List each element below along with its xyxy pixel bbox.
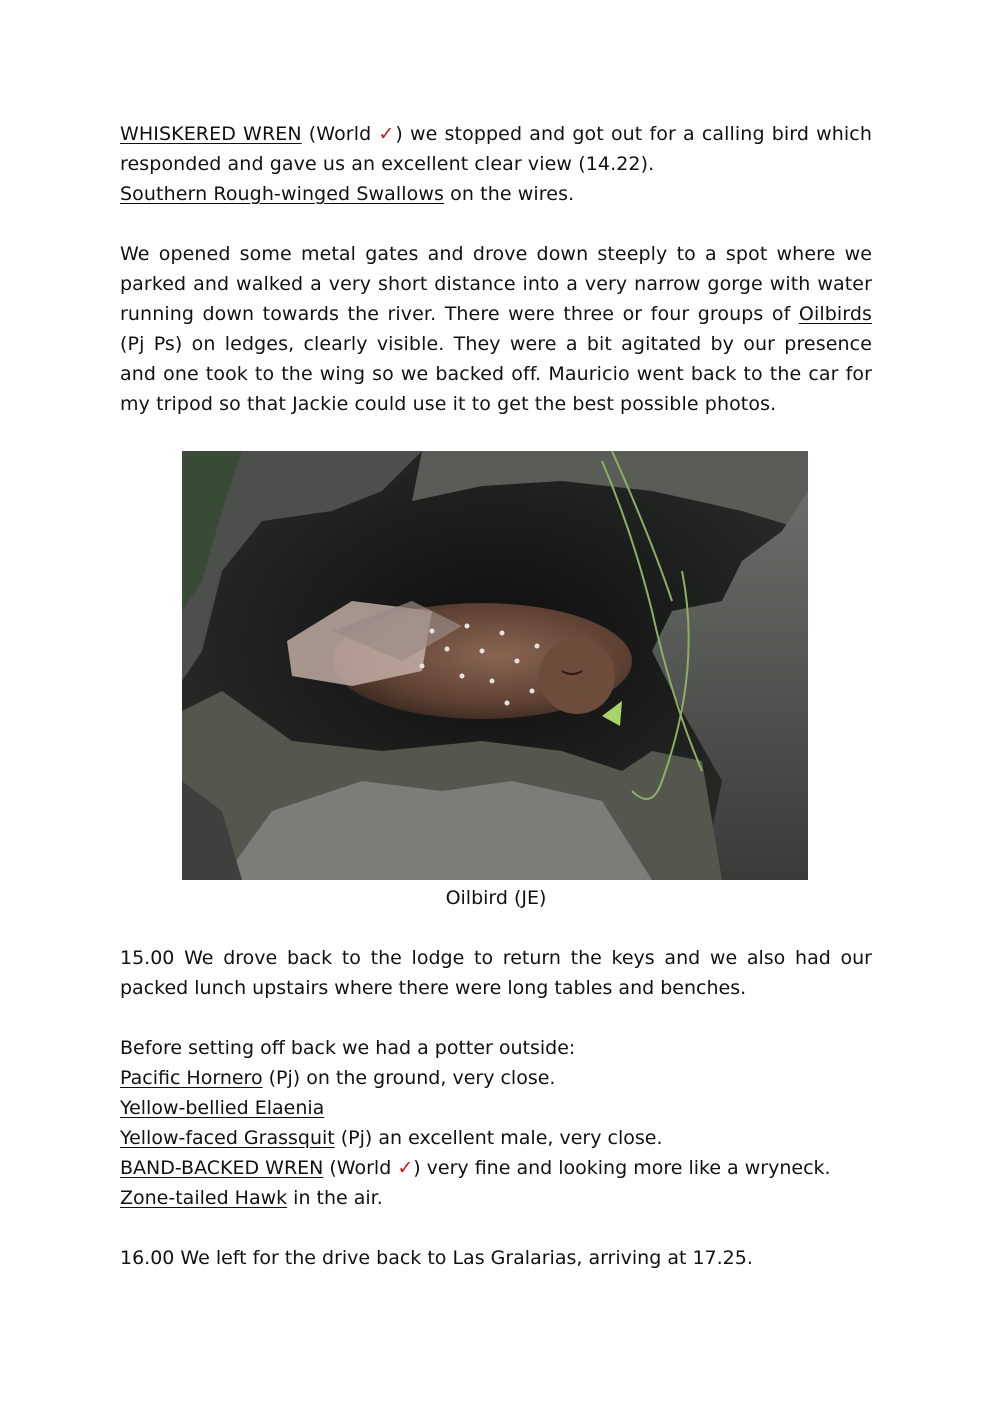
spacer	[120, 1003, 872, 1033]
list-item	[120, 1123, 872, 1153]
spacer	[120, 1213, 872, 1243]
paragraph-departure: 16.00 We left for the drive back to Las Gralarias, arriving at 17.25.	[120, 1247, 753, 1269]
page-body-bottom	[120, 943, 872, 1273]
paragraph-text: We opened some metal gates and drove down steeply to a spot where we parked and walked a very short distance into a very narrow gorge with water running down towards the river. There were three or four groups of	[120, 243, 872, 325]
paragraph-lodge: 15.00 We drove back to the lodge to return the keys and we also had our packed lunch upstairs where there were long tables and benches.	[120, 947, 872, 999]
paragraph-whiskered-wren	[120, 119, 872, 179]
paragraph-swallows	[120, 179, 872, 209]
item-text: (Pj) on the ground, very close.	[262, 1067, 556, 1089]
world-label: (World	[323, 1157, 398, 1179]
figure-caption: Oilbird (JE)	[445, 887, 547, 909]
item-text: ) very fine and looking more like a wryneck.	[413, 1157, 831, 1179]
spacer	[120, 209, 872, 239]
item-text: in the air.	[287, 1187, 383, 1209]
list-item	[120, 1063, 872, 1093]
page-body-top	[120, 119, 872, 419]
world-label: (World	[301, 123, 379, 145]
paragraph-text: (Pj Ps) on ledges, clearly visible. They were a bit agitated by our presence and one took to the wing so we backed off. Mauricio went back to the car for my tripod so that Jackie could use it to get the best possible photos.	[120, 333, 872, 415]
item-text: (Pj) an excellent male, very close.	[334, 1127, 663, 1149]
list-item	[120, 1093, 872, 1123]
species-band-backed-wren: BAND-BACKED WREN	[120, 1157, 324, 1179]
oilbird-photo-illustration	[182, 451, 808, 880]
species-yellow-bellied-elaenia: Yellow-bellied Elaenia	[120, 1097, 325, 1119]
tick-icon: ✓	[397, 1157, 414, 1179]
species-yellow-faced-grassquit: Yellow-faced Grassquit	[120, 1127, 335, 1149]
paragraph-text: ) we stopped and got out for a calling bird which responded and gave us an excellent clear view (14.22).	[120, 123, 872, 175]
species-swallows: Southern Rough-winged Swallows	[120, 183, 445, 205]
oilbird-head	[539, 638, 615, 714]
species-zone-tailed-hawk: Zone-tailed Hawk	[120, 1187, 288, 1209]
list-item	[120, 1153, 872, 1183]
tick-icon: ✓	[378, 123, 396, 145]
list-item	[120, 1183, 872, 1213]
paragraph-potter-intro: Before setting off back we had a potter outside:	[120, 1037, 576, 1059]
species-oilbirds: Oilbirds	[798, 303, 872, 325]
paragraph-text: on the wires.	[444, 183, 575, 205]
oilbird-photo	[182, 451, 808, 880]
species-whiskered-wren: WHISKERED WREN	[120, 123, 302, 145]
paragraph-oilbirds	[120, 239, 872, 419]
species-pacific-hornero: Pacific Hornero	[120, 1067, 263, 1089]
